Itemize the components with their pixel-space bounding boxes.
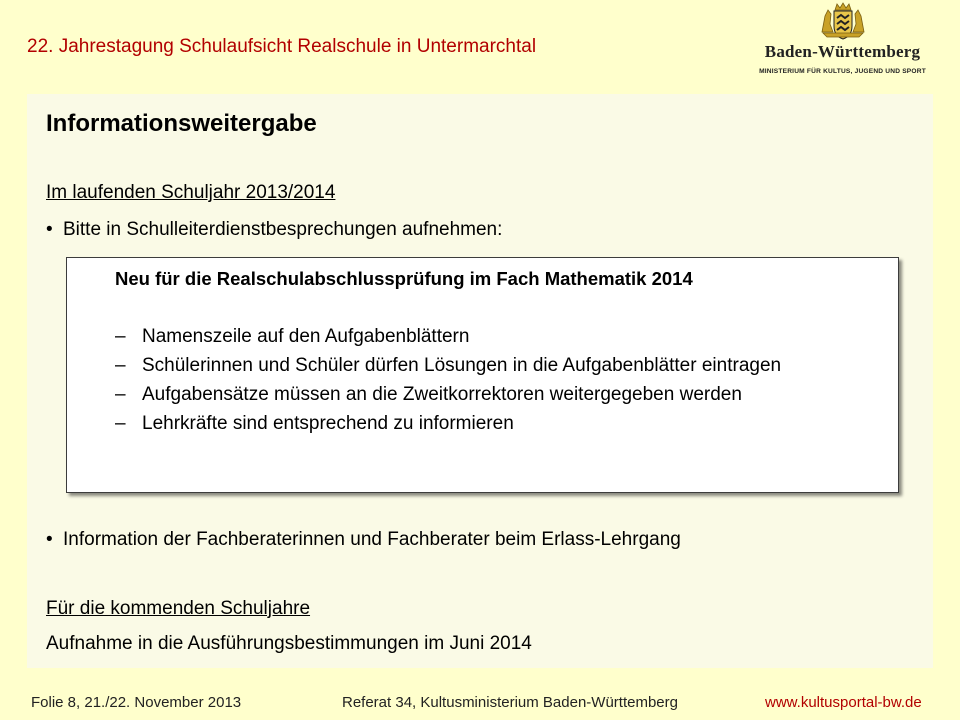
bullet-principals-meetings bbox=[46, 219, 502, 241]
footer-department: Referat 34, Kultusministerium Baden-Württemberg bbox=[342, 694, 678, 711]
dash-icon: – bbox=[115, 413, 126, 434]
slide-title: Informationsweitergabe bbox=[46, 110, 317, 137]
section-text-coming-years: Aufnahme in die Ausführungsbestimmungen im Juni 2014 bbox=[46, 633, 532, 654]
dash-icon: – bbox=[115, 326, 126, 347]
list-item-text: Schülerinnen und Schüler dürfen Lösungen in die Aufgabenblätter eintragen bbox=[142, 355, 782, 376]
list-item-text: Lehrkräfte sind entsprechend zu informieren bbox=[142, 413, 514, 434]
list-item bbox=[115, 382, 855, 407]
dash-icon: – bbox=[115, 384, 126, 405]
bullet-subject-advisors bbox=[46, 529, 681, 551]
list-item bbox=[115, 353, 855, 378]
bullet-dot: • bbox=[46, 529, 53, 550]
notice-box bbox=[66, 257, 899, 493]
notice-box-list bbox=[115, 324, 855, 440]
logo-subtitle: MINISTERIUM FÜR KULTUS, JUGEND UND SPORT bbox=[759, 68, 926, 75]
section-heading-coming-years: Für die kommenden Schuljahre bbox=[46, 598, 311, 619]
section-heading-current-year: Im laufenden Schuljahr 2013/2014 bbox=[46, 182, 336, 203]
footer-slide-info: Folie 8, 21./22. November 2013 bbox=[31, 694, 242, 711]
list-item bbox=[115, 324, 855, 349]
bullet-dot: • bbox=[46, 219, 53, 240]
bullet-text: Bitte in Schulleiterdienstbesprechungen aufnehmen: bbox=[63, 219, 503, 240]
slide-content bbox=[27, 94, 933, 668]
notice-box-heading: Neu für die Realschulabschlussprüfung im Fach Mathematik 2014 bbox=[115, 268, 693, 289]
header-title: 22. Jahrestagung Schulaufsicht Realschule in Untermarchtal bbox=[27, 36, 537, 57]
coat-of-arms-icon bbox=[819, 2, 867, 40]
list-item-text: Namenszeile auf den Aufgabenblättern bbox=[142, 326, 470, 347]
bullet-text: Information der Fachberaterinnen und Fachberater beim Erlass-Lehrgang bbox=[63, 529, 681, 550]
dash-icon: – bbox=[115, 355, 126, 376]
list-item bbox=[115, 411, 855, 436]
footer-url[interactable]: www.kultusportal-bw.de bbox=[765, 694, 922, 711]
logo-name: Baden-Württemberg bbox=[764, 42, 921, 61]
logo bbox=[740, 2, 945, 86]
list-item-text: Aufgabensätze müssen an die Zweitkorrektoren weitergegeben werden bbox=[142, 384, 742, 405]
